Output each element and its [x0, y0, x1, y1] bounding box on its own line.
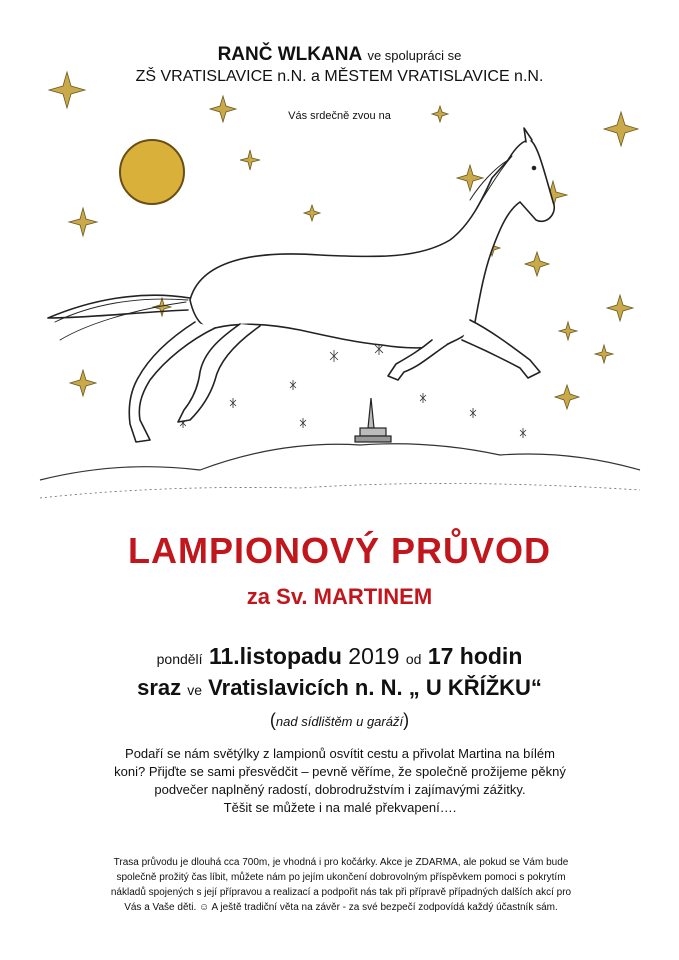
description-line: Těšit se můžete i na malé překvapení….: [223, 800, 457, 815]
hills: [40, 444, 640, 480]
paren-close: ): [403, 710, 410, 730]
description-line: koni? Přijďte se sami přesvědčit – pevně věříme, že společně prožijeme pěkný: [114, 764, 566, 779]
date-line: [0, 643, 679, 670]
description-line: Podaří se nám světýlky z lampionů osvítit cestu a přivolat Martina na bílém: [125, 746, 555, 761]
cooperation-text: ve spolupráci se: [367, 48, 462, 63]
tower-icon: [355, 398, 391, 442]
star-icon: [525, 252, 549, 276]
description-line: podvečer naplněný radostí, dobrodružstvím i zajímavými zážitky.: [154, 782, 526, 797]
event-subtitle: za Sv. MARTINEM: [246, 584, 433, 609]
star-icon: [555, 385, 579, 409]
location-note-text: nad sídlištěm u garáží: [275, 714, 404, 729]
fineprint-line: Trasa průvodu je dlouhá cca 700m, je vhodná i pro kočárky. Akce je ZDARMA, ale pokud se Vám bude: [113, 857, 569, 868]
star-icon: [70, 370, 96, 396]
star-icon: [607, 295, 633, 321]
star-icon: [304, 205, 320, 221]
fineprint-line: Vás a Vaše děti. ☺ A ještě tradiční věta na závěr - za své bezpečí zodpovídá každý účastník sám.: [124, 902, 558, 913]
event-time: 17 hodin: [427, 643, 523, 669]
invite-line: Vás srdečně zvou na: [288, 110, 391, 122]
fineprint-line: nákladů spojených s její přípravou a realizací a podpořit nás tak při přípravě případných dalších akcí pro: [110, 887, 572, 898]
star-icon: [240, 150, 260, 170]
star-icon: [559, 322, 577, 340]
from-label: od: [405, 651, 422, 667]
location-note: [0, 710, 679, 731]
event-date: 11.listopadu: [208, 643, 342, 669]
event-place: Vratislavicích n. N. „ U KŘÍŽKU“: [208, 675, 542, 700]
partners-line: ZŠ VRATISLAVICE n.N. a MĚSTEM VRATISLAVICE n.N.: [135, 68, 544, 85]
star-icon: [69, 208, 97, 236]
organizer-name: RANČ WLKANA: [217, 44, 363, 65]
fineprint-paragraph: [36, 855, 646, 915]
star-icon: [595, 345, 613, 363]
fineprint-line: společně prožitý čas líbit, můžete nám po jejím ukončení dobrovolným příspěvkem pomoci s pokrytím: [116, 872, 566, 883]
stars: [49, 72, 638, 409]
header-organizer-line: [0, 44, 679, 66]
description-paragraph: [80, 745, 600, 817]
moon-icon: [120, 140, 184, 204]
place-line: [0, 675, 679, 701]
paren-open: (: [269, 710, 276, 730]
day-label: pondělí: [156, 651, 203, 667]
in-label: ve: [187, 682, 203, 698]
event-year: 2019: [348, 643, 400, 669]
snowflakes: [180, 343, 526, 438]
event-title: LAMPIONOVÝ PRŮVOD: [127, 530, 552, 571]
meet-label: sraz: [137, 675, 182, 700]
